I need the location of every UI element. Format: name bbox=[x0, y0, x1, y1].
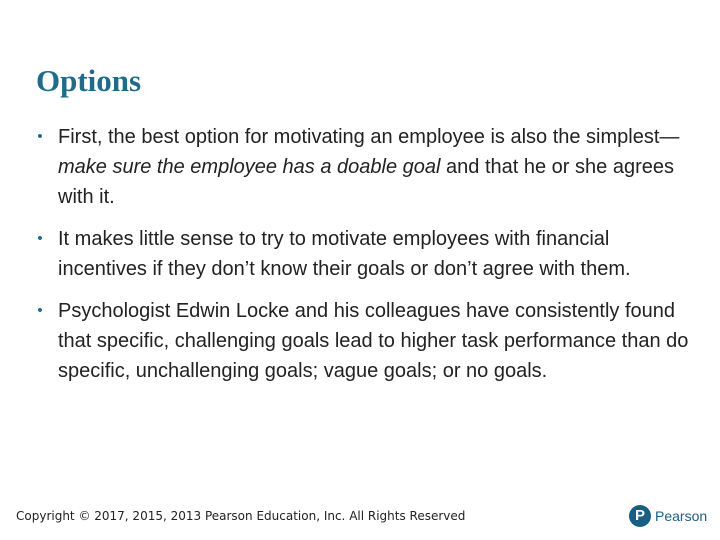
bullet-item bbox=[30, 296, 690, 386]
copyright-footer: Copyright © 2017, 2015, 2013 Pearson Education, Inc. All Rights Reserved bbox=[16, 509, 466, 523]
slide-title: Options bbox=[36, 63, 142, 98]
bullet-icon: • bbox=[37, 302, 43, 319]
bullet-text-emphasis: make sure the employee has a doable goal bbox=[58, 156, 441, 178]
bullet-text-tail: and that he or she agrees with it. bbox=[58, 156, 674, 208]
bullet-item bbox=[30, 122, 690, 212]
pearson-logo-icon: P bbox=[629, 505, 651, 527]
bullet-text: Psychologist Edwin Locke and his colleagues have consistently found that specific, challenging goals lead to higher task performance than do specific, unchallenging goals; vague goals; or no goals. bbox=[58, 300, 689, 382]
bullet-text: It makes little sense to try to motivate employees with financial incentives if they don’t know their goals or don’t agree with them. bbox=[58, 228, 631, 280]
bullet-item bbox=[30, 224, 690, 284]
bullet-list bbox=[30, 122, 690, 398]
bullet-icon: • bbox=[37, 128, 43, 145]
pearson-logo-text: Pearson bbox=[655, 508, 708, 524]
bullet-text-lead: First, the best option for motivating an employee is also the simplest— bbox=[58, 126, 680, 148]
bullet-icon: • bbox=[37, 230, 43, 247]
pearson-logo bbox=[629, 505, 707, 527]
